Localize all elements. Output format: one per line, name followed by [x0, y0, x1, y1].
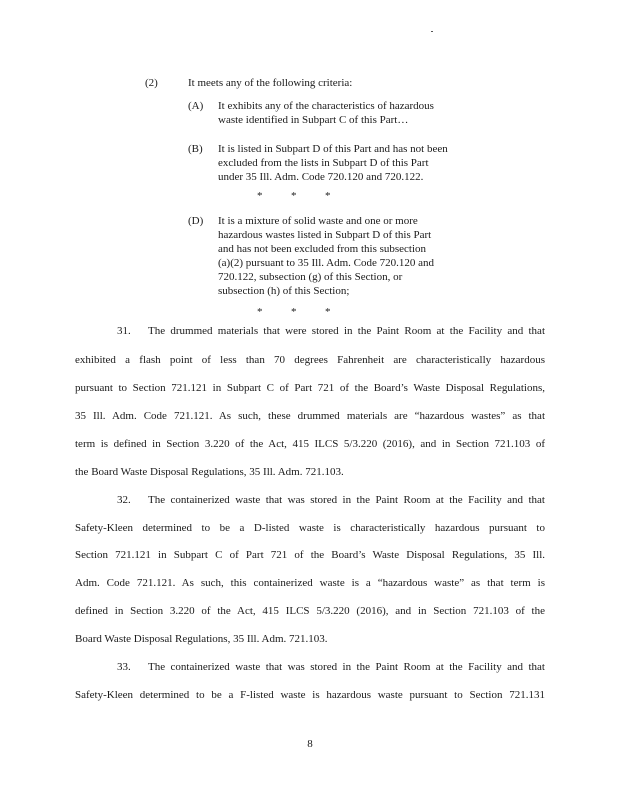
ellipsis-star: *: [257, 190, 263, 202]
paragraph-line: pursuant to Section 721.121 in Subpart C of Part 721 of the Board’s Waste Disposal Regulations,: [75, 382, 545, 394]
paragraph-first-line: The containerized waste that was stored in the Paint Room at the Facility and that: [148, 661, 545, 673]
paragraph-line: defined in Section 3.220 of the Act, 415 ILCS 5/3.220 (2016), and in Section 721.103 of the: [75, 605, 545, 617]
criteria-item-label-a: (A): [188, 100, 204, 112]
criteria-item-label-b: (B): [188, 143, 203, 155]
paragraph-line: the Board Waste Disposal Regulations, 35 Ill. Adm. 721.103.: [75, 466, 344, 478]
paragraph-line: Board Waste Disposal Regulations, 35 Ill. Adm. 721.103.: [75, 633, 328, 645]
ellipsis-star: *: [291, 306, 297, 318]
paragraph-number: 33.: [117, 661, 131, 673]
ellipsis-star: *: [325, 306, 331, 318]
criteria-item-d-line: 720.122, subsection (g) of this Section, or: [218, 271, 403, 283]
criteria-item-d-line: hazardous wastes listed in Subpart D of this Part: [218, 229, 432, 241]
paragraph-line: Safety-Kleen determined to be a F-listed waste is hazardous waste pursuant to Section 721.131: [75, 689, 545, 701]
criteria-item-a-line: It exhibits any of the characteristics of hazardous: [218, 100, 434, 112]
paragraph-line: Safety-Kleen determined to be a D-listed waste is characteristically hazardous pursuant to: [75, 522, 545, 534]
paragraph-line: Adm. Code 721.121. As such, this containerized waste is a “hazardous waste” as that term is: [75, 577, 545, 589]
ellipsis-star: *: [257, 306, 263, 318]
paragraph-first-line: The drummed materials that were stored in the Paint Room at the Facility and that: [148, 325, 545, 337]
paragraph-line: term is defined in Section 3.220 of the Act, 415 ILCS 5/3.220 (2016), and in Section 721.103 of: [75, 438, 545, 450]
criteria-item-d-line: (a)(2) pursuant to 35 Ill. Adm. Code 720.120 and: [218, 257, 434, 269]
ellipsis-star: *: [325, 190, 331, 202]
criteria-item-b-line: under 35 Ill. Adm. Code 720.120 and 720.122.: [218, 171, 424, 183]
criteria-intro: It meets any of the following criteria:: [188, 77, 353, 89]
paragraph-first-line: The containerized waste that was stored in the Paint Room at the Facility and that: [148, 494, 545, 506]
criteria-item-label-d: (D): [188, 215, 204, 227]
paragraph-line: 35 Ill. Adm. Code 721.121. As such, these drummed materials are “hazardous wastes” as that: [75, 410, 545, 422]
criteria-item-b-line: excluded from the lists in Subpart D of this Part: [218, 157, 429, 169]
criteria-item-a-line: waste identified in Subpart C of this Part…: [218, 114, 409, 126]
criteria-number: (2): [145, 77, 158, 89]
criteria-item-d-line: and has not been excluded from this subsection: [218, 243, 427, 255]
criteria-item-d-line: subsection (h) of this Section;: [218, 285, 350, 297]
ellipsis-star: *: [291, 190, 297, 202]
scan-speck: [431, 31, 433, 32]
criteria-item-b-line: It is listed in Subpart D of this Part and has not been: [218, 143, 448, 155]
page-number: 8: [307, 738, 313, 750]
criteria-item-d-line: It is a mixture of solid waste and one or more: [218, 215, 418, 227]
paragraph-line: exhibited a flash point of less than 70 degrees Fahrenheit are characteristically hazardous: [75, 354, 545, 366]
paragraph-number: 31.: [117, 325, 131, 337]
paragraph-number: 32.: [117, 494, 131, 506]
paragraph-line: Section 721.121 in Subpart C of Part 721 of the Board’s Waste Disposal Regulations, 35 Ill.: [75, 549, 545, 561]
